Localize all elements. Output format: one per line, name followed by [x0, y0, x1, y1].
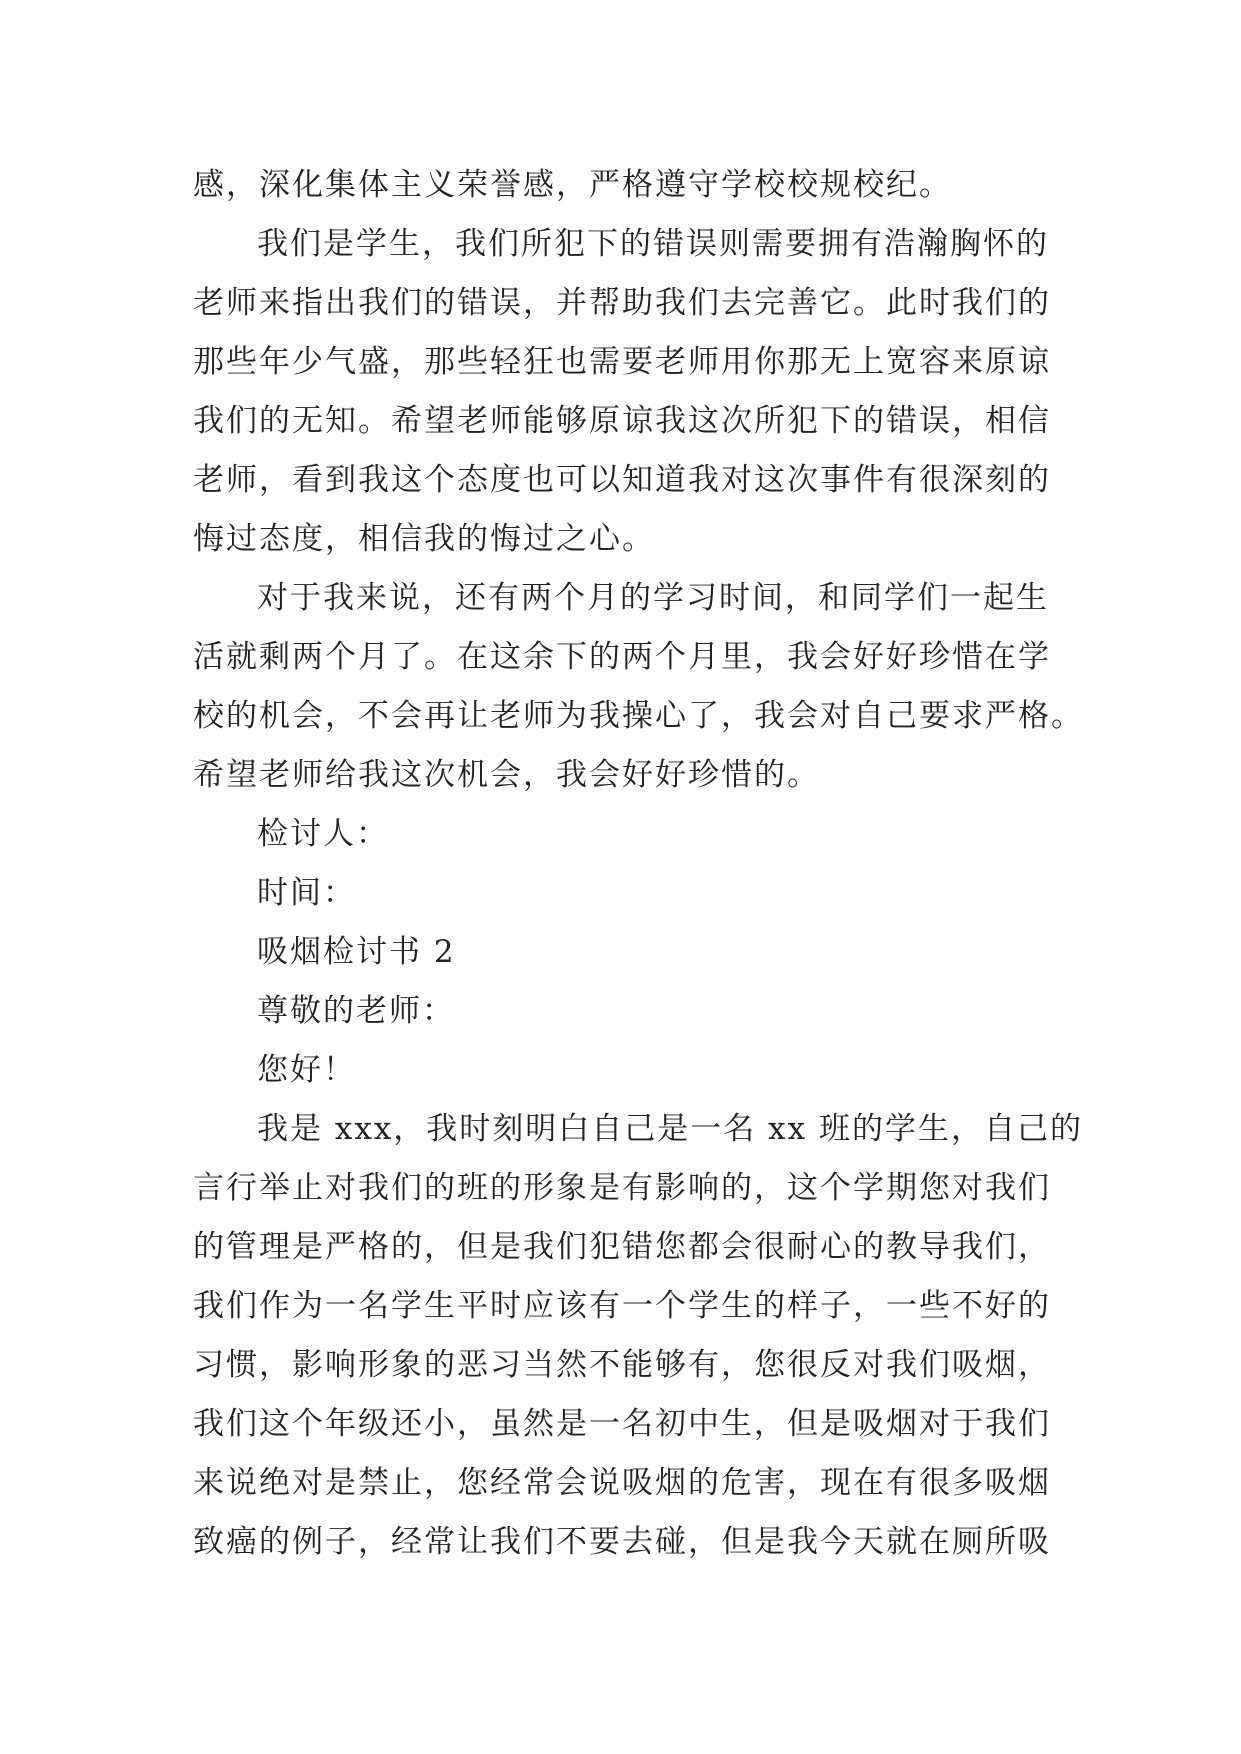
paragraph-start-line: 我们是学生，我们所犯下的错误则需要拥有浩瀚胸怀的	[257, 226, 1049, 262]
text-line: 活就剩两个月了。在这余下的两个月里，我会好好珍惜在学	[193, 639, 1051, 675]
paragraph-start-line: 我是 xxx，我时刻明白自己是一名 xx 班的学生，自己的	[257, 1111, 1083, 1147]
text-line: 那些年少气盛，那些轻狂也需要老师用你那无上宽容来原谅	[193, 344, 1051, 380]
salutation: 尊敬的老师：	[257, 993, 455, 1029]
text-line: 言行举止对我们的班的形象是有影响的，这个学期您对我们	[193, 1170, 1051, 1206]
paragraph-start-line: 对于我来说，还有两个月的学习时间，和同学们一起生	[257, 580, 1049, 616]
signature-label: 检讨人：	[257, 816, 389, 852]
text-line: 来说绝对是禁止，您经常会说吸烟的危害，现在有很多吸烟	[193, 1465, 1051, 1501]
text-line: 悔过态度，相信我的悔过之心。	[193, 521, 655, 557]
text-line: 我们作为一名学生平时应该有一个学生的样子，一些不好的	[193, 1288, 1051, 1324]
text-line: 希望老师给我这次机会，我会好好珍惜的。	[193, 757, 820, 793]
text-line: 校的机会，不会再让老师为我操心了，我会对自己要求严格。	[193, 698, 1084, 734]
text-line: 习惯，影响形象的恶习当然不能够有，您很反对我们吸烟，	[193, 1347, 1051, 1383]
text-line: 老师来指出我们的错误，并帮助我们去完善它。此时我们的	[193, 285, 1051, 321]
greeting: 您好！	[257, 1052, 356, 1088]
document-body	[193, 156, 1084, 1572]
text-line: 我们这个年级还小，虽然是一名初中生，但是吸烟对于我们	[193, 1406, 1051, 1442]
date-label: 时间：	[257, 875, 356, 911]
section-title: 吸烟检讨书 2	[257, 934, 456, 970]
text-line: 老师，看到我这个态度也可以知道我对这次事件有很深刻的	[193, 462, 1051, 498]
text-line: 我们的无知。希望老师能够原谅我这次所犯下的错误，相信	[193, 403, 1051, 439]
text-line: 的管理是严格的，但是我们犯错您都会很耐心的教导我们，	[193, 1229, 1051, 1265]
text-line: 感，深化集体主义荣誉感，严格遵守学校校规校纪。	[193, 167, 952, 203]
text-line: 致癌的例子，经常让我们不要去碰，但是我今天就在厕所吸	[193, 1524, 1051, 1560]
